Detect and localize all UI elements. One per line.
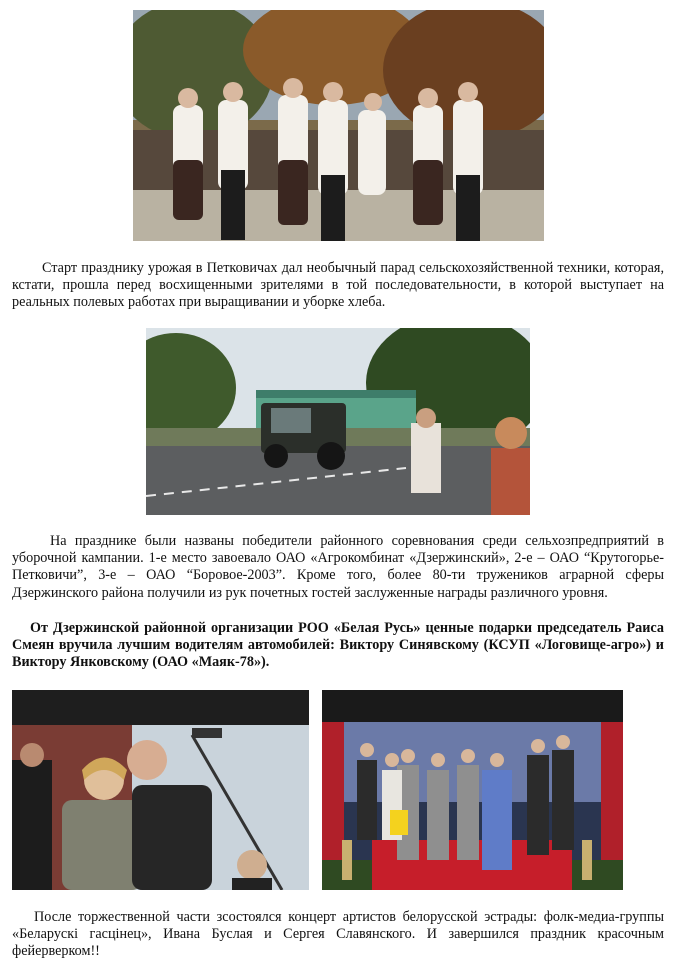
concert-paragraph: После торжественной части зсостоялся концерт артистов белорусской эстрады: фолк-медиа-группы «Беларускі гасцінец», Ивана Буслая и Сергея Славянского. И завершился праздник красочным фейерверком!!: [12, 909, 664, 960]
folk-dance-photo: [133, 10, 544, 241]
award-ceremony-photo: [12, 690, 309, 890]
winners-paragraph: На празднике были названы победители районного соревнования среди сельхозпредприятий в уборочной кампании. 1-е место завоевало ОАО «Агрокомбинат «Дзержинский», 2-е – ОАО “Крутогорье-Петковичи”, 3-е – ОАО “Боровое-2003”. Кроме того, более 80-ти тружеников аграрной сферы Дзержинского района получили из рук почетных гостей заслуженные награды различного уровня.: [12, 533, 664, 601]
gifts-paragraph: От Дзержинской районной организации РОО «Белая Русь» ценные подарки председатель Раиса Смеян вручила лучшим водителям автомобилей: Виктору Синявскому (КСУП «Логовище-агро») и Виктору Янковскому (ОАО «Маяк-78»).: [12, 620, 664, 671]
group-image: [322, 690, 623, 890]
group-photo: [322, 690, 623, 890]
parade-paragraph: Старт празднику урожая в Петковичах дал необычный парад сельскохозяйственной техники, которая, кстати, прошла перед восхищенными зрителями в той последовательности, в которой выступает на реальных полевых работах при выращивании и уборке хлеба.: [12, 260, 664, 311]
award-image: [12, 690, 309, 890]
folk-dance-image: [133, 10, 544, 241]
tractor-parade-photo: [146, 328, 530, 515]
tractor-image: [146, 328, 530, 515]
